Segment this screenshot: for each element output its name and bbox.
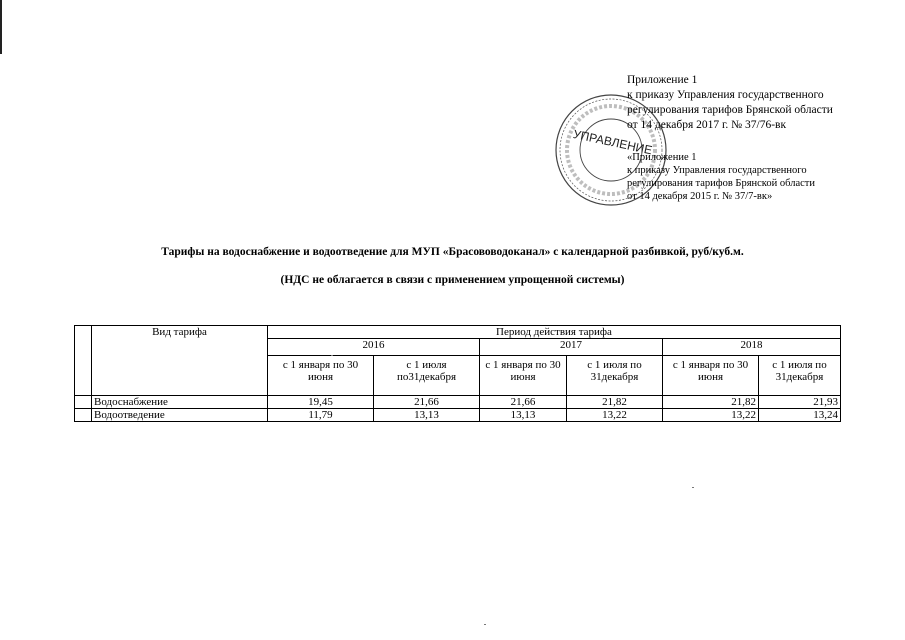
tariff-value: 13,22 (663, 409, 759, 422)
period-header: с 1 июля по 31декабря (567, 356, 663, 396)
table-row (75, 396, 841, 409)
tariff-value: 21,82 (663, 396, 759, 409)
row-label: Водоснабжение (92, 396, 268, 409)
row-number-cell (75, 409, 92, 422)
year-header: 2018 (663, 339, 841, 356)
tariff-value: 13,22 (567, 409, 663, 422)
stamp-center-text: УПРАВЛЕНИЕ (571, 126, 654, 158)
appendix-current-line4: от 14 декабря 2017 г. № 37/76-вк (627, 119, 787, 131)
appendix-current-line2: к приказу Управления государственного (627, 89, 824, 101)
col-type-header: Вид тарифа (92, 326, 268, 396)
tariff-value: 21,66 (374, 396, 480, 409)
year-header: 2016 (268, 339, 480, 356)
row-number-header (75, 326, 92, 396)
period-header: с 1 января по 30 июня (480, 356, 567, 396)
row-number-cell (75, 396, 92, 409)
scan-speck (331, 355, 333, 356)
tariff-value: 13,13 (374, 409, 480, 422)
scan-edge-mark (0, 0, 2, 54)
appendix-previous-line2: к приказу Управления государственного (627, 165, 807, 176)
appendix-previous-line1: «Приложение 1 (627, 152, 697, 163)
period-header: с 1 января по 30 июня (268, 356, 374, 396)
tariff-value: 13,13 (480, 409, 567, 422)
document-title: Тарифы на водоснабжение и водоотведение для МУП «Брасововодоканал» с календарной разбивкой, руб/куб.м. (161, 246, 744, 258)
appendix-previous (627, 151, 815, 203)
row-label: Водоотведение (92, 409, 268, 422)
tariff-table (74, 325, 841, 422)
scan-speck (692, 487, 694, 488)
tariff-value: 11,79 (268, 409, 374, 422)
appendix-previous-line4: от 14 декабря 2015 г. № 37/7-вк» (627, 191, 773, 202)
period-header: с 1 июля по31декабря (374, 356, 480, 396)
period-header: с 1 июля по 31декабря (759, 356, 841, 396)
scan-speck (484, 624, 486, 625)
table-row (75, 409, 841, 422)
tariff-value: 19,45 (268, 396, 374, 409)
appendix-previous-line3: регулирования тарифов Брянской области (627, 178, 815, 189)
tariff-value: 13,24 (759, 409, 841, 422)
appendix-current-line1: Приложение 1 (627, 74, 698, 86)
period-header: с 1 января по 30 июня (663, 356, 759, 396)
appendix-current (627, 73, 833, 133)
appendix-current-line3: регулирования тарифов Брянской области (627, 104, 833, 116)
tariff-value: 21,66 (480, 396, 567, 409)
col-period-header: Период действия тарифа (268, 326, 841, 339)
tariff-value: 21,93 (759, 396, 841, 409)
year-header: 2017 (480, 339, 663, 356)
document-subtitle: (НДС не облагается в связи с применением упрощенной системы) (280, 274, 625, 286)
tariff-value: 21,82 (567, 396, 663, 409)
